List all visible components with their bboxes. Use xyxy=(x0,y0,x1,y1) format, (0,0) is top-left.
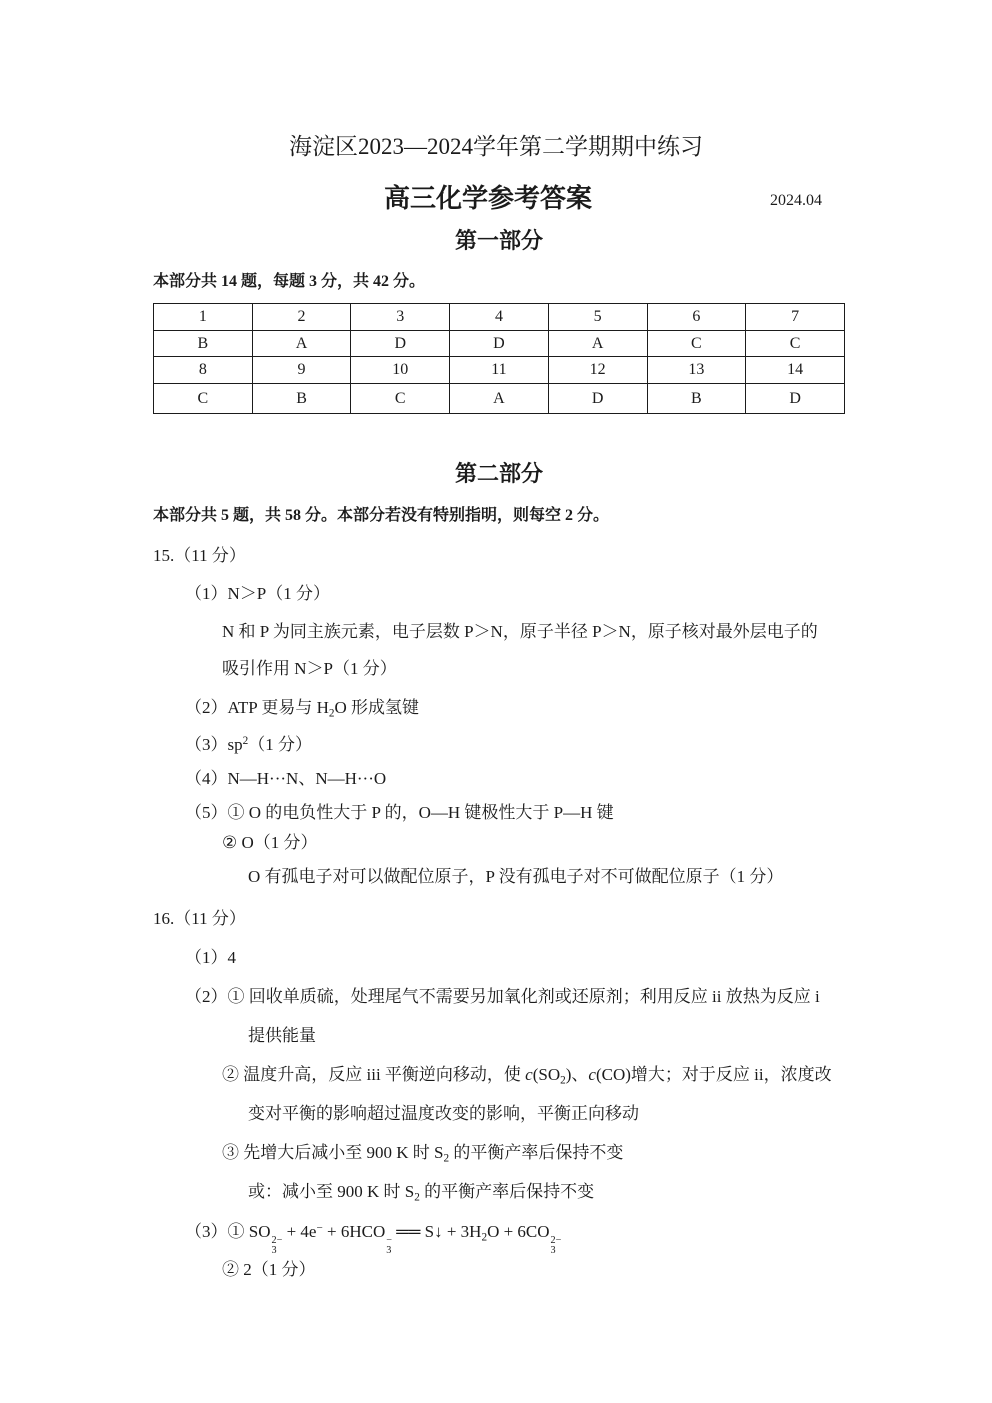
answer-table xyxy=(153,303,845,414)
answer-table-cell-number: 4 xyxy=(450,304,549,331)
q15-part4-answer: （4）N—H···N、N—H···O xyxy=(185,769,387,788)
text-segment: （3）sp xyxy=(185,735,243,754)
text-segment: （3）① SO xyxy=(185,1222,271,1241)
answer-table-answer-row xyxy=(154,384,845,414)
q15-part1-explanation-line2: 吸引作用 N＞P（1 分） xyxy=(222,659,397,678)
answer-table-cell-answer: A xyxy=(548,331,647,357)
answer-table-cell-number: 8 xyxy=(154,357,253,384)
q16-part2-answer1-line1: （2）① 回收单质硫，处理尾气不需要另加氧化剂或还原剂；利用反应 ii 放热为反应 i xyxy=(185,987,820,1006)
ion-subscript: 3 xyxy=(271,1245,277,1257)
subscript: 2 xyxy=(443,1152,450,1165)
answer-table-cell-number: 14 xyxy=(746,357,845,384)
text-segment: + 4e xyxy=(282,1222,317,1241)
text-segment: 的平衡产率后保持不变 xyxy=(449,1143,624,1162)
subscript: 2 xyxy=(328,707,335,720)
answer-table-cell-answer: D xyxy=(548,384,647,414)
q15-part1-answer: （1）N＞P（1 分） xyxy=(185,584,330,603)
subscript: 2 xyxy=(414,1191,420,1204)
text-segment: (CO)增大；对于反应 ii，浓度改 xyxy=(595,1065,832,1084)
answer-table-cell-number: 13 xyxy=(647,357,746,384)
text-segment: ② 温度升高，反应 iii 平衡逆向移动，使 xyxy=(222,1065,526,1084)
superscript: 2 xyxy=(242,734,249,747)
subscript: 2 xyxy=(560,1074,566,1087)
ion-charge-stack xyxy=(551,1236,562,1257)
q16-part1-answer: （1）4 xyxy=(185,948,236,967)
ion-charge-stack xyxy=(271,1236,282,1257)
q16-part2-answer1-line2: 提供能量 xyxy=(248,1026,316,1045)
answer-table-number-row xyxy=(154,357,845,384)
q16-part2-answer2-line1 xyxy=(222,1064,832,1086)
text-segment: + 6HCO xyxy=(322,1222,386,1241)
document-subtitle: 高三化学参考答案 xyxy=(383,184,592,213)
answer-table-cell-number: 6 xyxy=(647,304,746,331)
answer-table-cell-number: 11 xyxy=(450,357,549,384)
q16-part2-answer2-line2: 变对平衡的影响超过温度改变的影响，平衡正向移动 xyxy=(248,1104,639,1123)
ion-charge: 2− xyxy=(550,1234,562,1246)
subscript: 2 xyxy=(481,1231,488,1244)
q16-part3-equation xyxy=(185,1221,561,1257)
ion-charge: 2− xyxy=(271,1234,283,1246)
answer-table-cell-answer: A xyxy=(450,384,549,414)
answer-table-cell-number: 3 xyxy=(351,304,450,331)
answer-table-cell-number: 5 xyxy=(548,304,647,331)
document-title: 海淀区2023—2024学年第二学期期中练习 xyxy=(289,134,703,159)
q15-part1-explanation-line1: N 和 P 为同主族元素，电子层数 P＞N，原子半径 P＞N，原子核对最外层电子的 xyxy=(222,622,818,641)
q15-label: 15.（11 分） xyxy=(153,546,246,565)
answer-table-cell-number: 7 xyxy=(746,304,845,331)
q16-part2-answer3-line1 xyxy=(222,1142,623,1164)
answer-table-cell-number: 1 xyxy=(154,304,253,331)
answer-table-cell-answer: A xyxy=(252,331,351,357)
answer-table-cell-answer: D xyxy=(746,384,845,414)
answer-table-cell-answer: C xyxy=(746,331,845,357)
answer-table-cell-answer: D xyxy=(450,331,549,357)
text-segment: 的平衡产率后保持不变 xyxy=(419,1182,595,1201)
italic-symbol: c xyxy=(525,1065,533,1084)
answer-table-cell-number: 10 xyxy=(351,357,450,384)
q16-part3-answer2: ② 2（1 分） xyxy=(222,1260,316,1279)
q15-part5-explanation: O 有孤电子对可以做配位原子，P 没有孤电子对不可做配位原子（1 分） xyxy=(248,867,784,886)
answer-table-number-row xyxy=(154,304,845,331)
text-segment: O 形成氢键 xyxy=(334,698,420,717)
answer-table-answer-row xyxy=(154,331,845,357)
text-segment: ══ S↓ + 3H xyxy=(392,1222,482,1241)
part1-note: 本部分共 14 题，每题 3 分，共 42 分。 xyxy=(153,273,426,290)
answer-table-cell-answer: C xyxy=(647,331,746,357)
answer-table-cell-number: 2 xyxy=(252,304,351,331)
answer-table-cell-answer: C xyxy=(351,384,450,414)
italic-symbol: c xyxy=(588,1065,596,1084)
part1-heading: 第一部分 xyxy=(454,228,543,253)
text-segment: ③ 先增大后减小至 900 K 时 S xyxy=(222,1143,444,1162)
answer-table-cell-number: 9 xyxy=(252,357,351,384)
ion-charge: − xyxy=(386,1234,393,1246)
q16-part2-answer3-line2 xyxy=(248,1181,594,1203)
part2-note: 本部分共 5 题，共 58 分。本部分若没有特别指明，则每空 2 分。 xyxy=(153,507,610,524)
text-segment: （2）ATP 更易与 H xyxy=(185,698,329,717)
q15-part5-answer2: ② O（1 分） xyxy=(222,833,318,852)
q15-part2-answer xyxy=(185,697,419,719)
answer-table-cell-answer: B xyxy=(647,384,746,414)
answer-table-cell-answer: D xyxy=(351,331,450,357)
text-segment: 或：减小至 900 K 时 S xyxy=(248,1182,415,1201)
text-segment: O + 6CO xyxy=(487,1222,550,1241)
answer-table-cell-number: 12 xyxy=(548,357,647,384)
text-segment: (SO xyxy=(532,1065,561,1084)
ion-subscript: 3 xyxy=(386,1245,392,1257)
text-segment: （1 分） xyxy=(248,735,312,754)
q16-label: 16.（11 分） xyxy=(153,909,246,928)
q15-part5-answer1: （5）① O 的电负性大于 P 的，O—H 键极性大于 P—H 键 xyxy=(185,803,614,822)
superscript: − xyxy=(316,1221,323,1234)
part2-heading: 第二部分 xyxy=(454,461,543,486)
answer-table-cell-answer: C xyxy=(154,384,253,414)
answer-table-cell-answer: B xyxy=(252,384,351,414)
q15-part3-answer xyxy=(185,734,312,756)
text-segment: )、 xyxy=(565,1065,589,1084)
answer-table-cell-answer: B xyxy=(154,331,253,357)
ion-subscript: 3 xyxy=(550,1245,556,1257)
document-date: 2024.04 xyxy=(770,192,822,209)
